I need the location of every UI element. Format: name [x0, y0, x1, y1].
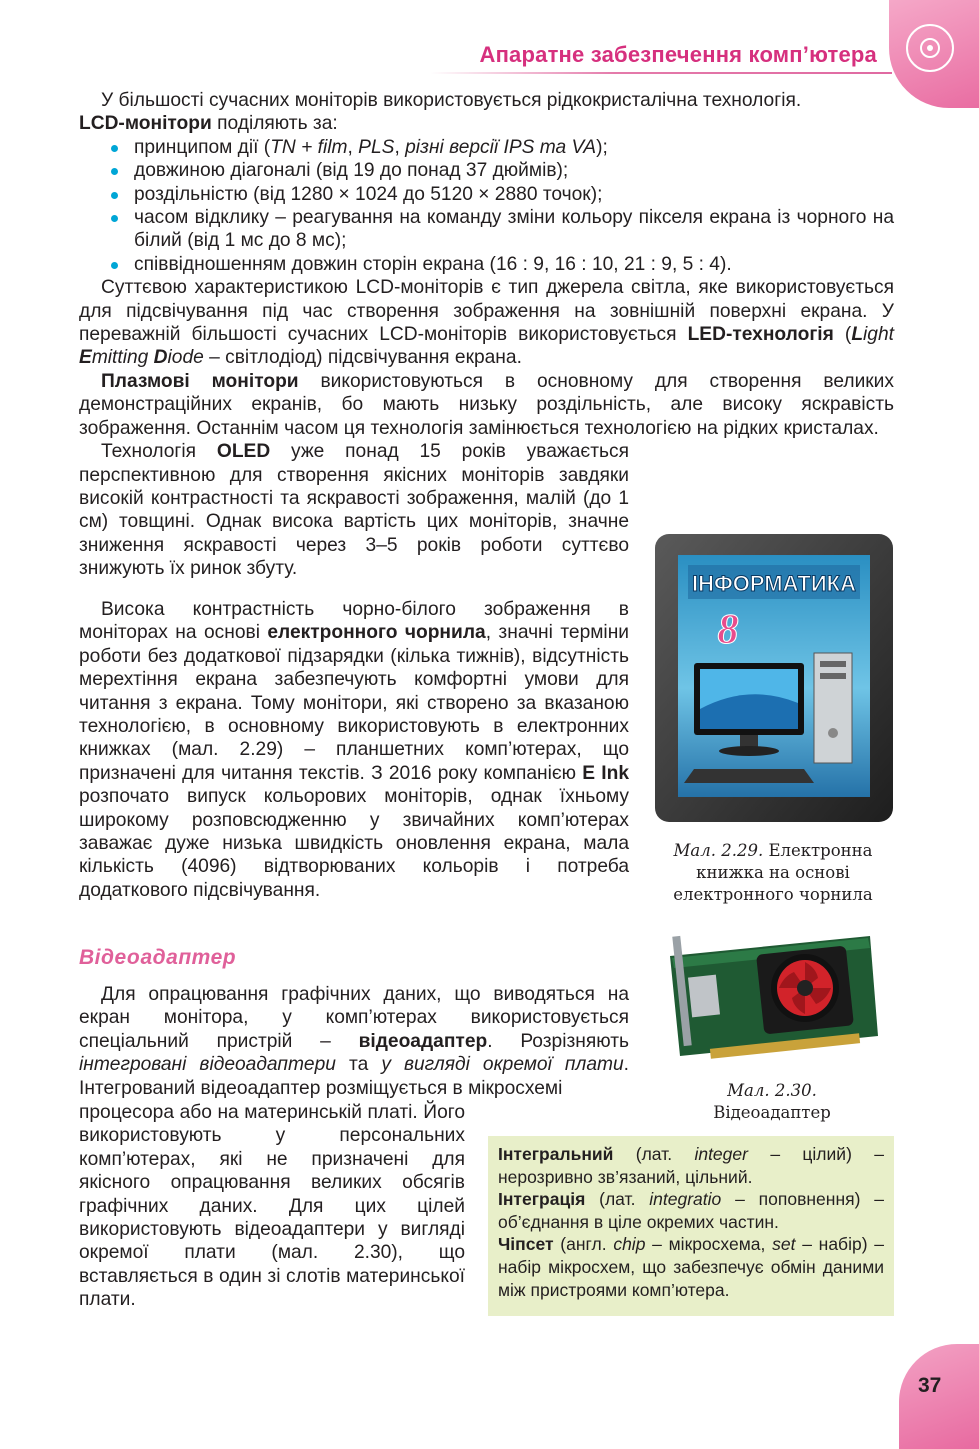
list-item: роздільністю (від 1280 × 1024 до 5120 × 2880 точок); [79, 183, 894, 206]
glossary-box [488, 1136, 894, 1316]
ebook-title: ІНФОРМАТИКА [692, 571, 856, 596]
list-item: принципом дії (TN + film, PLS, різні версії IPS та VA); [79, 136, 894, 159]
ebook-image [654, 533, 894, 823]
plasma-paragraph: Плазмові монітори використовуються в основному для створення великих демонстраційних екранів, бо мають низьку роздільність, але високу яскравість зображення. Останнім часом ця технологія замінюється технологією на рідких кристалах. [79, 370, 894, 439]
glossary-item: Інтегральний (лат. integer – цілий) – нерозривно зв’язаний, цільний. [498, 1144, 884, 1187]
video-card-image [650, 916, 890, 1066]
lcd-bullet-list [79, 136, 894, 276]
ebook-figure [654, 533, 894, 823]
header-rule [430, 72, 892, 74]
figure-229-caption: Мал. 2.29. Електронна книжка на основі електронного чорнила [673, 841, 873, 904]
ebook-grade: 8 [717, 607, 739, 653]
video-paragraph: Для опрацювання графічних даних, що виводяться на екран монітора, у комп’ютерах використовується спеціальний пристрій – відеоадаптер. Розрізняють інтегровані відеоадаптери та у вигляді окремої плати. Інтегрований відеоадаптер розміщується в мікросхемі [79, 984, 630, 1099]
led-paragraph: Суттєвою характеристикою LCD-моніторів є тип джерела світла, яке використовується для підсвічування під час створення зображення на зовнішній поверхні екрана. У переважній більшості сучасних LCD-моніторів використовується LED-технологія (Light Emitting Diode – світлодіод) підсвічування екрана. [79, 277, 894, 369]
figure-229-label: Мал. 2.29. [673, 841, 764, 860]
intro-block [79, 89, 894, 606]
video-block-2 [79, 1101, 465, 1312]
page-number: 37 [918, 1374, 942, 1397]
video-block [79, 983, 629, 1100]
glossary-item: Чіпсет (англ. chip – мікросхема, set – набір) – набір мікросхем, що забезпечує обмін даними між пристроями комп’ютера. [498, 1234, 884, 1300]
eink-paragraph: Висока контрастність чорно-білого зображення в моніторах на основі електронного чорнила, значні терміни роботи без додаткової підзарядки (кілька тижнів), відсутність мерехтіння екрана забезпечують комфортні умови для читання з екрана. Тому монітори, які створено за вказаною технологією, в основному використовують в електронних книжках (мал. 2.29) – планшетних комп’ютерах, що призначені для читання текстів. З 2016 року компанією E Ink розпочато випуск кольорових моніторів, однак їхньому широкому розповсюдженню у звичайних комп’ютерах заважає дуже низька швидкість оновлення екрана, мала кількість (4096) відтворюваних кольорів і потреба додаткового підсвічування. [79, 599, 630, 901]
header-title: Апаратне забезпечення комп’ютера [479, 42, 877, 67]
disc-icon [906, 24, 954, 72]
list-item: довжиною діагоналі (від 19 до понад 37 дюймів); [79, 159, 894, 182]
figure-230-label: Мал. 2.30. [727, 1081, 817, 1100]
list-item: часом відклику – реагування на команду зміни кольору пікселя екрана із чорного на білий (від 1 мс до 8 мс); [79, 206, 894, 253]
intro-line: У більшості сучасних моніторів використовується рідкокристалічна технологія. [101, 90, 802, 111]
eink-block [79, 598, 629, 902]
lcd-term: LCD-монітори [79, 113, 212, 135]
list-item: співвідношенням довжин сторін екрана (16 : 9, 16 : 10, 21 : 9, 5 : 4). [79, 253, 894, 276]
figure-230-caption: Мал. 2.30. Відеоадаптер [713, 1081, 831, 1122]
video-paragraph-2: процесора або на материнській платі. Його використовують у персональних комп’ютерах, які не призначені для якісного опрацювання великих обсягів графічних даних. Для цих цілей використовують відеоадаптери у вигляді окремої плати (мал. 2.30), що вставляється в один зі слотів материнської плати. [79, 1102, 465, 1311]
video-card-figure [650, 916, 890, 1066]
glossary-item: Інтеграція (лат. integratio – поповнення) – об’єднання в ціле окремих частин. [498, 1189, 884, 1232]
section-heading: Відеоадаптер [79, 946, 237, 969]
oled-paragraph: Технологія OLED уже понад 15 років уважається перспективною для створення якісних моніторів завдяки високій контрастності та яскравості зображення, малій (до 1 см) товщині. Однак висока вартість цих моніторів, значне зниження яскравості через 3–5 років роботи суттєво знижують їх ринок збуту. [79, 440, 894, 580]
lcd-line: LCD-монітори поділяють за: [79, 113, 338, 135]
